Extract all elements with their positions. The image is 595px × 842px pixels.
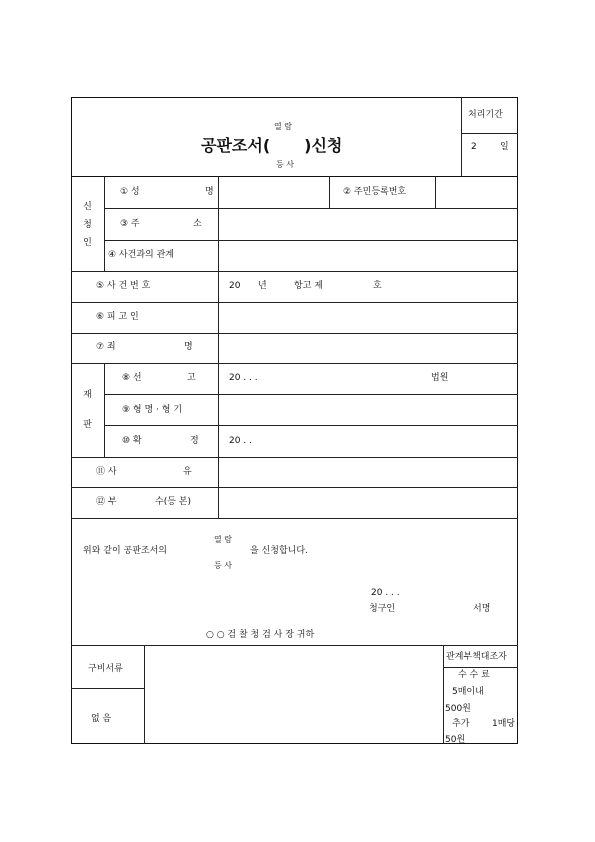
row-line bbox=[71, 271, 518, 272]
sentence-label-end: 고 bbox=[187, 373, 196, 383]
fee-divider bbox=[443, 667, 518, 668]
docs-col-line bbox=[144, 645, 145, 744]
case-number-year: 20 bbox=[229, 281, 241, 291]
statement-before: 위와 같이 공판조서의 bbox=[83, 546, 167, 556]
fee-line: 5매이내 bbox=[452, 687, 484, 697]
period-label: 처리기간 bbox=[468, 110, 503, 120]
relation-label: ④ 사건과의 관계 bbox=[108, 250, 174, 260]
group-char: 재 bbox=[83, 390, 92, 400]
addr-value[interactable] bbox=[219, 209, 517, 239]
final-label: ⑩ 확 bbox=[122, 436, 142, 446]
crime-label-end: 명 bbox=[184, 342, 193, 352]
statement-sub: 등 사 bbox=[214, 561, 232, 570]
copies-label: ⑫ 부 bbox=[96, 497, 117, 507]
defendant-value[interactable] bbox=[219, 303, 517, 332]
statement-sup: 열 람 bbox=[214, 535, 232, 544]
row-line bbox=[71, 518, 518, 519]
crime-value[interactable] bbox=[219, 334, 517, 362]
case-number-label: ⑤ 사 건 번 호 bbox=[96, 281, 151, 291]
fee-label: 수 수 료 bbox=[458, 670, 490, 680]
copies-label-end: 수(등 본) bbox=[155, 497, 191, 507]
relation-value[interactable] bbox=[219, 241, 517, 270]
group-char: 판 bbox=[83, 420, 92, 430]
group-col-line bbox=[104, 176, 105, 271]
trial-group-label bbox=[71, 363, 104, 457]
row-line bbox=[71, 645, 518, 646]
period-box-left-border bbox=[461, 97, 462, 176]
period-value: 2 bbox=[471, 142, 477, 152]
title-sub: 등 사 bbox=[276, 160, 294, 169]
case-number-nyeon: 년 bbox=[258, 281, 267, 291]
applicant-caption: 청구인 bbox=[369, 604, 396, 614]
period-box-divider bbox=[461, 133, 518, 134]
case-number-ho: 호 bbox=[373, 281, 382, 291]
page-title bbox=[201, 137, 342, 155]
period-unit: 일 bbox=[500, 142, 509, 152]
docs-divider bbox=[71, 688, 144, 689]
docs-value: 없 음 bbox=[91, 714, 112, 724]
reason-value[interactable] bbox=[219, 458, 517, 486]
signature-caption: 서명 bbox=[473, 604, 491, 614]
recipient-line: ○ ○ 검 찰 청 검 사 장 귀하 bbox=[206, 630, 315, 640]
name-label: ① 성 bbox=[120, 187, 140, 197]
row-line bbox=[71, 363, 518, 364]
id-label: ② 주민등록번호 bbox=[343, 187, 407, 197]
title-prefix: 공판조서( bbox=[201, 136, 271, 155]
group-char: 신 bbox=[83, 202, 92, 212]
court-label: 법원 bbox=[431, 373, 449, 383]
case-number-hanggo: 항고 제 bbox=[294, 281, 323, 291]
addr-label: ③ 주 bbox=[120, 219, 140, 229]
name-id-divider bbox=[329, 176, 330, 208]
reason-label-end: 유 bbox=[183, 467, 192, 477]
penalty-value[interactable] bbox=[219, 395, 517, 424]
name-value[interactable] bbox=[219, 177, 328, 207]
addr-label-end: 소 bbox=[193, 219, 202, 229]
fee-line: 500원 bbox=[445, 704, 471, 714]
applicant-group-label bbox=[71, 176, 104, 271]
group-char: 청 bbox=[83, 220, 92, 230]
copies-value[interactable] bbox=[219, 488, 517, 517]
application-date: 20 . . . bbox=[371, 588, 400, 598]
title-suffix: )신청 bbox=[304, 136, 343, 155]
crime-label: ⑦ 죄 bbox=[96, 342, 116, 352]
sentence-date: 20 . . . bbox=[229, 373, 258, 383]
sentence-label: ⑧ 선 bbox=[122, 373, 142, 383]
fee-line: 추가 bbox=[452, 719, 470, 729]
id-value[interactable] bbox=[436, 177, 517, 207]
statement-after: 을 신청합니다. bbox=[250, 546, 308, 556]
fee-line: 50원 bbox=[445, 735, 466, 745]
group-char: 인 bbox=[83, 238, 92, 248]
fee-line: 1매당 bbox=[492, 719, 516, 729]
defendant-label: ⑥ 피 고 인 bbox=[96, 312, 139, 322]
docs-label: 구비서류 bbox=[88, 664, 123, 674]
reason-label: ⑪ 사 bbox=[96, 467, 117, 477]
fee-col-line bbox=[443, 645, 444, 744]
group-col-line bbox=[104, 363, 105, 457]
name-label-end: 명 bbox=[205, 187, 214, 197]
row-line bbox=[104, 425, 518, 426]
penalty-label: ⑨ 형 명 · 형 기 bbox=[122, 405, 183, 415]
final-label-end: 정 bbox=[190, 436, 199, 446]
final-date: 20 . . bbox=[229, 436, 252, 446]
officer-label: 관계부책대조자 bbox=[446, 652, 507, 662]
title-sup: 열 람 bbox=[274, 122, 292, 131]
